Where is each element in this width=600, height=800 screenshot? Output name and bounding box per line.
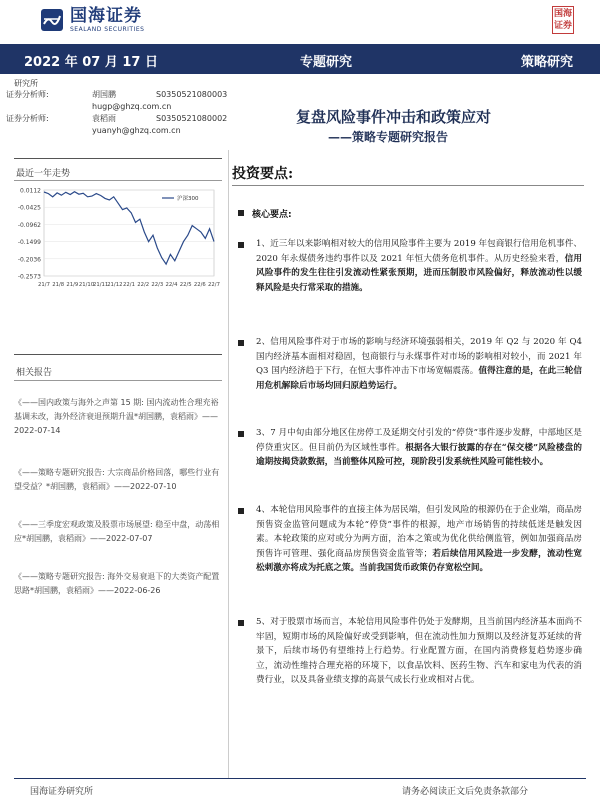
research-label: 研究所 [14,79,38,88]
divider [14,354,222,355]
bullet-icon [238,242,244,248]
y-tick-label: -0.1499 [17,239,41,247]
analyst-cert: S0350521080002 [156,114,228,123]
column-divider [228,150,229,778]
trend-title: 最近一年走势 [16,169,71,179]
legend-label: 沪深300 [177,196,199,202]
related-report[interactable]: 《——国内政策与海外之声第 15 期: 国内流动性合理充裕基调未改，海外经济衰退预期升温*胡国鹏，袁稻雨》——2022-07-14 [14,398,219,435]
bullet-icon [238,210,244,216]
report-type: 专题研究 [300,55,353,70]
analyst-name: 胡国鹏 [92,90,116,99]
logo-name-cn: 国海证券 [70,5,142,26]
key-point-paragraph: 2、信用风险事件对于市场的影响与经济环境强弱相关，2019 年 Q2 与 2020 年 Q4 国内经济基本面相对稳固，包商银行与永煤事件对市场的影响相对较小，而 2021 年 Q3 国内经济趋于下行，在恒大事件冲击下市场宽幅震荡。值得注意的是，在此三轮信用危机解除后市场均回归原趋势运行。 [256,337,582,391]
x-tick-label: 22/3 [151,282,164,288]
x-tick-label: 21/10 [78,282,95,288]
x-tick-label: 21/11 [93,282,109,288]
related-report[interactable]: 《——三季度宏观政策及股票市场展望: 稳至中盘，动荡相应*胡国鹏，袁稻雨》——2022-07-07 [14,520,220,543]
x-tick-label: 21/9 [66,282,79,288]
logo-mark-icon [40,8,64,32]
y-tick-label: -0.2036 [17,256,41,264]
company-logo [40,6,180,34]
related-title: 相关报告 [16,368,53,378]
divider [14,180,222,181]
bullet-icon [238,620,244,626]
section-heading: 投资要点: [232,166,294,182]
analyst-email[interactable]: yuanyh@ghzq.com.cn [92,126,181,135]
x-tick-label: 21/8 [52,282,65,288]
report-title: 复盘风险事件冲击和政策应对 [296,108,492,126]
x-tick-label: 22/2 [137,282,150,288]
x-tick-label: 22/4 [165,282,178,288]
divider [232,185,584,186]
analyst-cert: S0350521080003 [156,90,228,99]
report-category: 策略研究 [521,55,574,70]
x-tick-label: 22/7 [208,282,220,288]
key-point-paragraph: 4、本轮信用风险事件的直接主体为居民端，但引发风险的根源仍在于企业端，商品房预售资金监管问题成为本轮“停贷”事件的根源，地产市场销售的持续低迷是触发因素。本轮政策的应对或分为两方面，治本之策或为优化供给侧监管，例如加强商品房预售许可管理、强化商品房预售资金监管等；若后续信用风险进一步发酵，流动性宽松刺激亦将成为托底之策。当前我国货币政策仍存宽松空间。 [256,505,582,573]
footer-rule [14,778,586,779]
x-tick-label: 22/1 [123,282,135,288]
trend-chart [10,184,224,302]
y-tick-label: 0.0112 [20,187,41,195]
divider [14,158,222,159]
key-point-paragraph: 3、7 月中旬由部分地区住房停工及延期交付引发的“停贷”事件逐步发酵，中部地区是停贷重灾区。但目前仍为区域性事件。根据各大银行披露的存在“保交楼”风险楼盘的逾期按揭贷款数据，当前整体风险可控，现阶段引发系统性风险可能性较小。 [256,428,582,467]
related-report[interactable]: 《——策略专题研究报告: 大宗商品价格回落，哪些行业有望受益？*胡国鹏，袁稻雨》——2022-07-10 [14,468,220,491]
x-tick-label: 22/5 [179,282,192,288]
logo-name-en: SEALAND SECURITIES [70,25,145,33]
footer-left: 国海证券研究所 [30,787,94,797]
y-tick-label: -0.0962 [17,221,41,229]
header-bar [0,44,600,74]
x-tick-label: 22/6 [193,282,206,288]
divider [14,380,222,381]
report-subtitle: ——策略专题研究报告 [328,130,449,144]
analyst-name: 袁稻雨 [92,114,116,123]
footer-disclaimer[interactable]: 请务必阅读正文后免责条款部分 [402,787,529,797]
bullet-icon [238,508,244,514]
analyst-role: 证券分析师: [6,114,49,123]
x-tick-label: 21/7 [38,282,50,288]
core-points-label: 核心要点: [252,210,292,220]
key-point-paragraph: 5、对于股票市场而言，本轮信用风险事件仍处于发酵期，且当前国内经济基本面尚不牢固，短期市场的风险偏好或受到影响，但在流动性加力预期以及经济复苏延续的背景下，后续市场仍有望维持上行趋势。行业配置方面，在国内消费修复趋势逐步确立，流动性维持合理充裕的环境下，以食品饮料、医药生物、汽车和家电为代表的消费行业，以及具备业绩支撑的高景气成长行业或相对占优。 [256,617,582,685]
seal-stamp: 国海 证券 [552,6,574,34]
x-tick-label: 21/12 [107,282,123,288]
bullet-icon [238,340,244,346]
series-line-hs300 [44,192,214,264]
analyst-role: 证券分析师: [6,90,49,99]
analyst-email[interactable]: hugp@ghzq.com.cn [92,102,172,111]
y-tick-label: -0.2573 [17,273,41,281]
bullet-icon [238,431,244,437]
related-report[interactable]: 《——策略专题研究报告: 海外交易衰退下的大类资产配置思路*胡国鹏，袁稻雨》——2022-06-26 [14,572,220,595]
report-date: 2022 年 07 月 17 日 [24,55,158,70]
y-tick-label: -0.0425 [17,204,41,212]
key-point-paragraph: 1、近三年以来影响相对较大的信用风险事件主要为 2019 年包商银行信用危机事件、2020 年永煤债务违约事件以及 2021 年恒大债务危机事件。从历史经验来看，信用风险事件的发生往往引发流动性紧张预期，进而压制股市风险偏好，释放流动性以缓释风险是央行常采取的措施。 [256,239,582,293]
